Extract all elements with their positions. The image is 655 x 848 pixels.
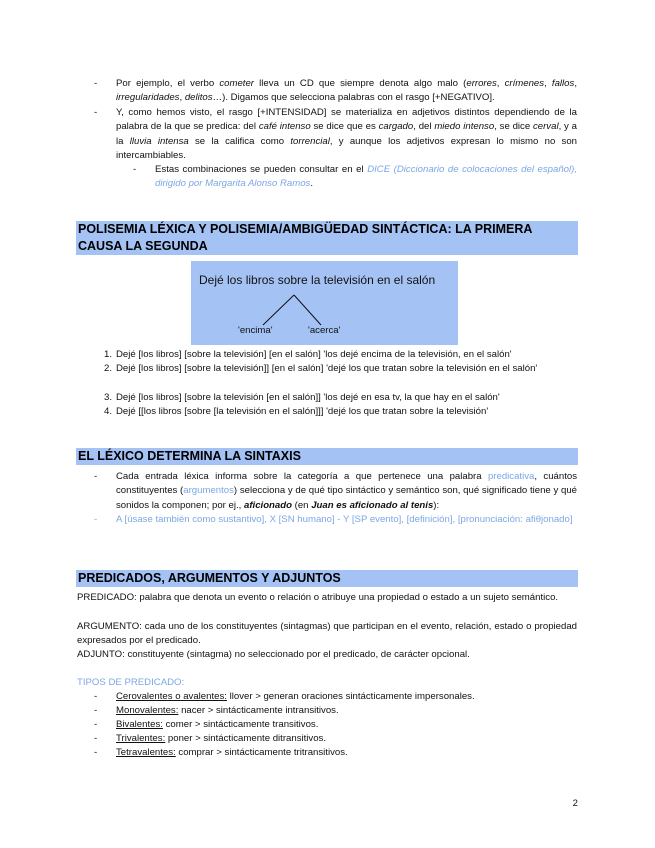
- def-predicado: PREDICADO: palabra que denota un evento o relación o atribuye una propiedad o estado a un sujeto semántico.: [77, 592, 559, 603]
- list-number: 1.: [103, 349, 112, 360]
- tipos-label: TIPOS DE PREDICADO:: [77, 677, 185, 688]
- def-adjunto: ADJUNTO: constituyente (sintagma) no seleccionado por el predicado, de carácter opcional.: [77, 649, 470, 660]
- bullet-marker: -: [133, 164, 137, 175]
- bullet-marker: -: [94, 747, 98, 758]
- bullet-marker: -: [94, 691, 98, 702]
- bullet-marker: -: [94, 719, 98, 730]
- figure-label-acerca: 'acerca': [308, 325, 341, 336]
- tipo-item: Monovalentes: nacer > sintácticamente intransitivos.: [116, 705, 339, 716]
- def-argumento: ARGUMENTO: cada uno de los constituyentes (sintagmas) que participan en el evento, relación, estado o propiedad expresados por el predicado.: [77, 621, 577, 647]
- dice-link[interactable]: DICE (Diccionario de colocaciones del español), dirigido por Margarita Alonso Ramos: [155, 164, 577, 190]
- list-number: 3.: [103, 392, 112, 403]
- tipo-item: Cerovalentes o avalentes: llover > generan oraciones sintácticamente impersonales.: [116, 691, 475, 702]
- bullet-marker: -: [94, 78, 98, 89]
- figure-sentence: Dejé los libros sobre la televisión en el salón: [199, 273, 436, 287]
- ambiguity-figure: [191, 261, 458, 345]
- tipo-item: Trivalentes: poner > sintácticamente ditransitivos.: [116, 733, 327, 744]
- list-item: Dejé [los libros] [sobre la televisión] [en el salón] 'los dejé encima de la televisión, en el salón': [116, 349, 512, 360]
- bullet-intensidad: Y, como hemos visto, el rasgo [+INTENSIDAD] se materializa en adjetivos distintos dependiendo de la palabra de la que se predica: del café intenso se dice que es cargado, del miedo intenso, se dice cerval, y a la lluvia intensa se la califica como torrencial, y aunque los adjetivos expresan lo mismo no son intercambiables.: [116, 107, 577, 162]
- predicativa-link[interactable]: predicativa: [487, 471, 535, 482]
- bullet-marker: -: [94, 471, 98, 482]
- list-item: Dejé [los libros] [sobre la televisión [en el salón]] 'los dejé en esa tv, la que hay en el salón': [116, 392, 500, 403]
- list-item: Dejé [[los libros [sobre [la televisión en el salón]]] 'dejé los que tratan sobre la televisión': [116, 406, 489, 417]
- list-number: 4.: [103, 406, 112, 417]
- bullet-entry-format: A [úsase también como sustantivo], X [SN humano] - Y [SP evento], [definición], [pronunciación: afiθjonado]: [116, 514, 573, 525]
- list-item: Dejé [los libros] [sobre la televisión]] [en el salón] 'dejé los que tratan sobre la televisión en el salón': [116, 363, 538, 374]
- heading-polisemia: POLISEMIA LÉXICA Y POLISEMIA/AMBIGÜEDAD SINTÁCTICA: LA PRIMERA CAUSA LA SEGUNDA: [76, 221, 578, 255]
- figure-label-encima: 'encima': [238, 325, 273, 336]
- sub-bullet-dice: Estas combinaciones se pueden consultar en el DICE (Diccionario de colocaciones del español), dirigido por Margarita Alonso Ramos.: [155, 164, 577, 190]
- list-number: 2.: [103, 363, 112, 374]
- bullet-cometer: Por ejemplo, el verbo cometer lleva un CD que siempre denota algo malo (errores, crímenes, fallos, irregularidades, delitos…). Digamos que selecciona palabras con el rasgo [+NEGATIVO].: [116, 78, 577, 104]
- heading-predicados: PREDICADOS, ARGUMENTOS Y ADJUNTOS: [76, 570, 578, 587]
- bullet-marker: -: [94, 514, 98, 525]
- heading-lexico: EL LÉXICO DETERMINA LA SINTAXIS: [76, 448, 578, 465]
- bullet-marker: -: [94, 733, 98, 744]
- bullet-marker: -: [94, 107, 98, 118]
- page-number: 2: [572, 798, 578, 809]
- tipo-item: Tetravalentes: comprar > sintácticamente tritransitivos.: [116, 747, 348, 758]
- tipo-item: Bivalentes: comer > sintácticamente transitivos.: [116, 719, 319, 730]
- argumentos-link[interactable]: argumentos: [183, 485, 234, 497]
- bullet-marker: -: [94, 705, 98, 716]
- bullet-entrada-lexica: Cada entrada léxica informa sobre la categoría a que pertenece una palabra predicativa, cuántos constituyentes (argumentos) selecciona y de qué tipo sintáctico y semántico son, qué significado tiene y qué sonidos la componen; por ej., aficionado (en Juan es aficionado al tenis):: [116, 471, 577, 511]
